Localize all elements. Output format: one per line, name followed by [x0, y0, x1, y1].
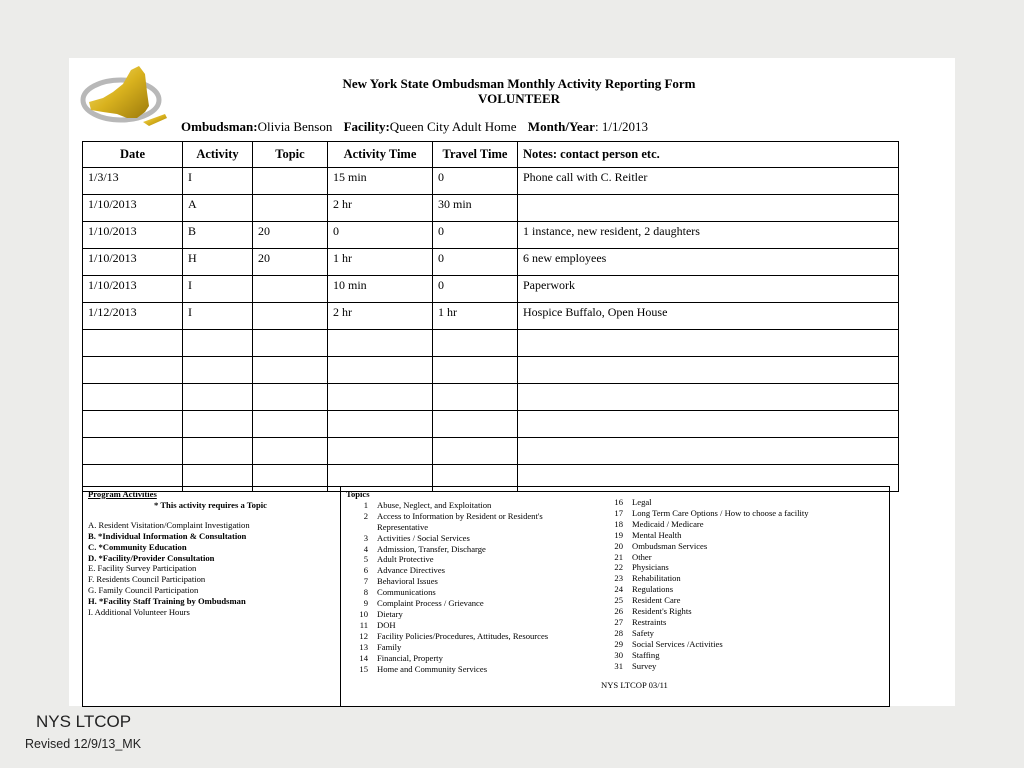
program-activity-item: E. Facility Survey Participation: [88, 563, 197, 574]
table-row: [83, 222, 899, 249]
cell-notes: Phone call with C. Reitler: [518, 168, 899, 195]
column-header-travel-time: Travel Time: [433, 142, 518, 168]
activity-log-table: [82, 141, 899, 492]
topic-item: [346, 653, 587, 664]
program-activity-item: B. *Individual Information & Consultation: [88, 530, 247, 541]
ombudsman-value: Olivia Benson: [257, 119, 333, 134]
topic-item: [346, 642, 587, 653]
topic-number: 19: [614, 529, 623, 540]
topic-number: 31: [614, 660, 623, 671]
topic-number: 24: [614, 584, 623, 595]
cell-topic: [253, 330, 328, 357]
topic-number: 11: [359, 619, 368, 630]
program-activities-column: [83, 487, 338, 706]
topic-label: Mental Health: [632, 529, 682, 540]
cell-travel-time: 0: [433, 222, 518, 249]
form-subtitle: VOLUNTEER: [477, 91, 561, 106]
cell-date: [83, 411, 183, 438]
cell-travel-time: [433, 438, 518, 465]
cell-activity: [183, 411, 253, 438]
topic-label: Medicaid / Medicare: [632, 518, 704, 529]
program-activity-item: I. Additional Volunteer Hours: [88, 607, 190, 618]
topic-item: [346, 544, 587, 555]
cell-travel-time: [433, 330, 518, 357]
cell-travel-time: [433, 357, 518, 384]
cell-travel-time: 0: [433, 168, 518, 195]
cell-travel-time: 0: [433, 249, 518, 276]
cell-notes: 1 instance, new resident, 2 daughters: [518, 222, 899, 249]
topic-label: Resident Care: [632, 595, 681, 606]
topic-number: 27: [614, 616, 623, 627]
topic-number: 30: [614, 649, 623, 660]
topic-item: [346, 576, 587, 587]
table-row: [83, 411, 899, 438]
topic-item: [601, 497, 884, 508]
column-header-topic: Topic: [253, 142, 328, 168]
topic-number: 13: [359, 641, 368, 652]
cell-activity-time: [328, 384, 433, 411]
topic-number: 21: [614, 551, 623, 562]
table-row: [83, 168, 899, 195]
facility-value: Queen City Adult Home: [389, 119, 517, 134]
cell-travel-time: 30 min: [433, 195, 518, 222]
cell-activity-time: 1 hr: [328, 249, 433, 276]
program-activity-item: G. Family Council Participation: [88, 585, 199, 596]
month-year-value: : 1/1/2013: [594, 119, 649, 134]
topic-number: 8: [363, 587, 368, 598]
table-row: [83, 195, 899, 222]
topic-number: 1: [363, 499, 368, 510]
cell-travel-time: [433, 411, 518, 438]
topic-item: [601, 628, 884, 639]
topic-number: 29: [614, 638, 623, 649]
topic-item: [601, 508, 884, 519]
topic-required-note: * This activity requires a Topic: [154, 499, 267, 510]
cell-date: [83, 438, 183, 465]
cell-topic: [253, 195, 328, 222]
cell-topic: [253, 411, 328, 438]
program-activity-item: H. *Facility Staff Training by Ombudsman: [88, 596, 246, 607]
topic-label: Facility Policies/Procedures, Attitudes, Resources: [377, 630, 549, 641]
cell-activity-time: 0: [328, 222, 433, 249]
table-row: [83, 330, 899, 357]
topic-item: [346, 598, 587, 609]
topic-number: 26: [614, 606, 623, 617]
topic-number: 22: [614, 562, 623, 573]
topic-item: [346, 554, 587, 565]
cell-activity-time: 2 hr: [328, 195, 433, 222]
topic-item: [601, 584, 884, 595]
topic-label: Advance Directives: [377, 565, 446, 576]
topic-label: Safety: [632, 627, 654, 638]
cell-notes: [518, 384, 899, 411]
column-header-activity: Activity: [183, 142, 253, 168]
cell-date: [83, 357, 183, 384]
cell-date: [83, 384, 183, 411]
program-activity-item: C. *Community Education: [88, 541, 187, 552]
topic-item: [346, 533, 587, 544]
topic-label: Regulations: [632, 584, 674, 595]
cell-notes: 6 new employees: [518, 249, 899, 276]
cell-activity: I: [183, 303, 253, 330]
cell-activity-time: 10 min: [328, 276, 433, 303]
cell-notes: Hospice Buffalo, Open House: [518, 303, 899, 330]
table-row: [83, 276, 899, 303]
cell-date: 1/10/2013: [83, 195, 183, 222]
topic-label: Complaint Process / Grievance: [377, 598, 484, 609]
cell-activity: I: [183, 276, 253, 303]
topics-heading: Topics: [346, 489, 370, 499]
topic-number: 10: [359, 608, 368, 619]
program-activity-item: F. Residents Council Participation: [88, 574, 206, 585]
cell-topic: [253, 357, 328, 384]
cell-activity-time: 2 hr: [328, 303, 433, 330]
footer-revision: Revised 12/9/13_MK: [25, 737, 142, 751]
topic-label: Activities / Social Services: [377, 532, 470, 543]
topic-number: 6: [363, 565, 368, 576]
table-row: [83, 384, 899, 411]
form-meta-line: [181, 119, 648, 135]
cell-notes: [518, 438, 899, 465]
cell-date: 1/10/2013: [83, 222, 183, 249]
cell-activity: [183, 330, 253, 357]
topic-label: Communications: [377, 587, 436, 598]
topic-item: [601, 606, 884, 617]
topic-number: 28: [614, 627, 623, 638]
topic-number: 20: [614, 540, 623, 551]
topic-label: Legal: [632, 497, 652, 507]
topic-label: Physicians: [632, 562, 669, 573]
topic-label: Staffing: [632, 649, 660, 660]
topic-number: 25: [614, 595, 623, 606]
cell-travel-time: 0: [433, 276, 518, 303]
cell-activity: [183, 384, 253, 411]
topic-number: 15: [359, 663, 368, 674]
topic-item: [346, 500, 587, 511]
topic-number: 23: [614, 573, 623, 584]
cell-activity: [183, 438, 253, 465]
topic-label: Resident's Rights: [632, 606, 692, 617]
topic-label: Family: [377, 641, 402, 652]
cell-notes: [518, 411, 899, 438]
cell-activity: A: [183, 195, 253, 222]
topic-label: Social Services /Activities: [632, 638, 723, 649]
cell-topic: [253, 168, 328, 195]
cell-topic: 20: [253, 222, 328, 249]
topic-item: [346, 609, 587, 620]
topic-number: 2: [363, 510, 368, 521]
cell-notes: [518, 195, 899, 222]
facility-label: Facility:: [343, 119, 390, 134]
footer-title: NYS LTCOP: [36, 712, 132, 731]
topic-label: Restraints: [632, 616, 667, 627]
form-version-code: NYS LTCOP 03/11: [601, 679, 668, 690]
topic-number: 18: [614, 518, 623, 529]
topic-label: Financial, Property: [377, 652, 443, 663]
table-row: [83, 249, 899, 276]
topic-label: Admission, Transfer, Discharge: [377, 543, 486, 554]
topic-item: [601, 573, 884, 584]
topic-number: 9: [363, 598, 368, 609]
table-row: [83, 357, 899, 384]
topic-item: [346, 664, 587, 675]
topic-label: Rehabilitation: [632, 573, 681, 584]
ombudsman-label: Ombudsman:: [181, 119, 258, 134]
topic-item: [601, 562, 884, 573]
form-title-block: [319, 76, 719, 106]
cell-notes: [518, 330, 899, 357]
cell-topic: [253, 438, 328, 465]
topic-item: [601, 617, 884, 628]
topic-number: 5: [363, 554, 368, 565]
topic-label: Home and Community Services: [377, 663, 488, 674]
topic-item: [601, 530, 884, 541]
topic-number: 16: [614, 497, 623, 507]
topic-label: Dietary: [377, 608, 403, 619]
cell-activity-time: [328, 357, 433, 384]
topic-label: Survey: [632, 660, 657, 671]
cell-date: 1/10/2013: [83, 276, 183, 303]
topic-item: [346, 511, 587, 533]
cell-activity: I: [183, 168, 253, 195]
topic-label: Ombudsman Services: [632, 540, 708, 551]
topic-item: [346, 565, 587, 576]
topic-number: 17: [614, 507, 623, 518]
cell-activity-time: [328, 330, 433, 357]
program-activity-item: A. Resident Visitation/Complaint Investigation: [88, 519, 250, 530]
table-row: [83, 303, 899, 330]
topic-number: 7: [363, 576, 368, 587]
topic-label: Access to Information by Resident or Resident's Representative: [377, 510, 543, 532]
topic-item: [346, 620, 587, 631]
legend-box: [82, 486, 890, 707]
cell-date: 1/10/2013: [83, 249, 183, 276]
column-header-date: Date: [83, 142, 183, 168]
column-header-activity-time: Activity Time: [328, 142, 433, 168]
topics-column-1: [340, 487, 592, 706]
cell-date: 1/12/2013: [83, 303, 183, 330]
cell-activity-time: [328, 411, 433, 438]
topic-item: [601, 661, 884, 672]
cell-activity-time: [328, 438, 433, 465]
topic-item: [346, 631, 587, 642]
cell-activity: [183, 357, 253, 384]
form-sheet: [69, 58, 955, 706]
form-title: New York State Ombudsman Monthly Activity Reporting Form: [342, 76, 696, 91]
topic-item: [346, 587, 587, 598]
topic-label: Abuse, Neglect, and Exploitation: [377, 499, 492, 510]
topic-item: [601, 595, 884, 606]
topic-item: [601, 650, 884, 661]
topic-label: Adult Protective: [377, 554, 434, 565]
topic-number: 14: [359, 652, 368, 663]
program-activity-item: D. *Facility/Provider Consultation: [88, 552, 215, 563]
topics-column-2: [593, 487, 889, 706]
cell-activity: B: [183, 222, 253, 249]
topic-number: 12: [359, 630, 368, 641]
topic-label: DOH: [377, 619, 396, 630]
cell-topic: 20: [253, 249, 328, 276]
table-header-row: [83, 142, 899, 168]
table-row: [83, 438, 899, 465]
topic-item: [601, 552, 884, 563]
cell-topic: [253, 303, 328, 330]
cell-travel-time: 1 hr: [433, 303, 518, 330]
cell-date: 1/3/13: [83, 168, 183, 195]
cell-notes: Paperwork: [518, 276, 899, 303]
topic-item: [601, 541, 884, 552]
cell-topic: [253, 384, 328, 411]
cell-topic: [253, 276, 328, 303]
topic-label: Long Term Care Options / How to choose a facility: [632, 507, 809, 518]
program-activities-heading: Program Activities: [88, 489, 157, 499]
topic-label: Behavioral Issues: [377, 576, 438, 587]
month-year-label: Month/Year: [527, 119, 595, 134]
cell-activity-time: 15 min: [328, 168, 433, 195]
cell-date: [83, 330, 183, 357]
column-header-notes: Notes: contact person etc.: [518, 142, 899, 168]
topic-label: Other: [632, 551, 652, 562]
cell-notes: [518, 357, 899, 384]
topic-number: 4: [363, 543, 368, 554]
new-york-state-map-logo: [79, 62, 171, 134]
topic-item: [601, 639, 884, 650]
cell-activity: H: [183, 249, 253, 276]
cell-travel-time: [433, 384, 518, 411]
topic-number: 3: [363, 532, 368, 543]
topic-item: [601, 519, 884, 530]
